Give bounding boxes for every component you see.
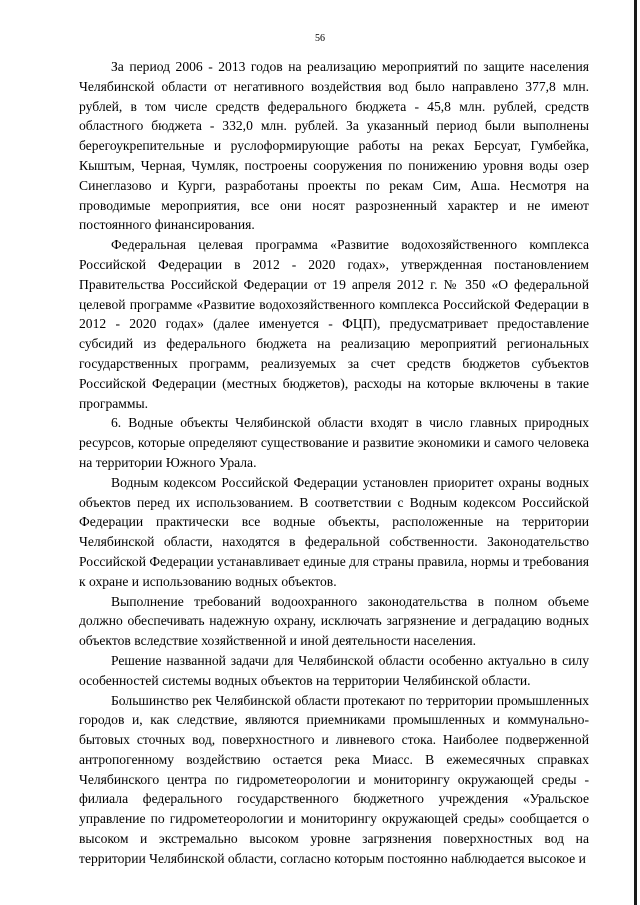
paragraph-river-pollution: Большинство рек Челябинской области протекают по территории промышленных городов и, как следствие, являются приемниками промышленных и коммунально-бытовых сточных вод, поверхностного и ливневого стока. Наиболее подверженной антропогенному воздействию остается река Миасс. В ежемесячных справках Челябинского центра по гидрометеорологии и мониторингу окружающей среды - филиала федерального государственного бюджетного учреждения «Уральское управление по гидрометеорологии и мониторингу окружающей среды» сообщается о высоком и экстремально высоком уровне загрязнения поверхностных вод на территории Челябинской области, согласно которым постоянно наблюдается высокое и xyxy=(79,692,589,866)
paragraph-funding-2006-2013: За период 2006 - 2013 годов на реализацию мероприятий по защите населения Челябинской области от негативного воздействия вод было направлено 377,8 млн. рублей, в том числе средств федерального бюджета - 45,8 млн. рублей, средств областного бюджета - 332,0 млн. рублей. За указанный период были выполнены берегоукрепительные и руслоформирующие работы на реках Берсуат, Гумбейка, Кыштым, Черная, Чумляк, построены сооружения по понижению уровня воды озер Синеглазово и Курги, разработаны проекты по рекам Сим, Аша. Несмотря на проводимые мероприятия, все они носят разрозненный характер и не имеют постоянного финансирования. xyxy=(79,59,589,233)
page-number: 56 xyxy=(315,33,325,44)
paragraph-federal-program: Федеральная целевая программа «Развитие водохозяйственного комплекса Российской Федерации в 2012 - 2020 годах», утвержденная постановлением Правительства Российской Федерации от 19 апреля 2012 г. № 350 «О федеральной целевой программе «Развитие водохозяйственного комплекса Российской Федерации в 2012 - 2020 годах» (далее именуется - ФЦП), предусматривает предоставление субсидий из федерального бюджета на реализацию мероприятий региональных государственных программ, реализуемых за счет средств бюджетов субъектов Российской Федерации (местных бюджетов), расходы на которые включены в такие программы. xyxy=(79,237,589,411)
paragraph-task-relevance: Решение названной задачи для Челябинской области особенно актуально в силу особенностей системы водных объектов на территории Челябинской области. xyxy=(79,652,589,688)
scan-edge-line xyxy=(634,0,637,905)
paragraph-legislation-compliance: Выполнение требований водоохранного законодательства в полном объеме должно обеспечивать надежную охрану, исключать загрязнение и деградацию водных объектов вследствие хозяйственной и иной деятельности населения. xyxy=(79,593,589,649)
paragraph-water-code: Водным кодексом Российской Федерации установлен приоритет охраны водных объектов перед их использованием. В соответствии с Водным кодексом Российской Федерации практически все водные объекты, расположенные на территории Челябинской области, находятся в федеральной собственности. Законодательство Российской Федерации устанавливает единые для страны правила, нормы и требования к охране и использованию водных объектов. xyxy=(79,474,589,589)
document-body xyxy=(79,57,589,869)
paragraph-water-resources: 6. Водные объекты Челябинской области входят в число главных природных ресурсов, которые определяют существование и развитие экономики и самого человека на территории Южного Урала. xyxy=(79,415,589,470)
